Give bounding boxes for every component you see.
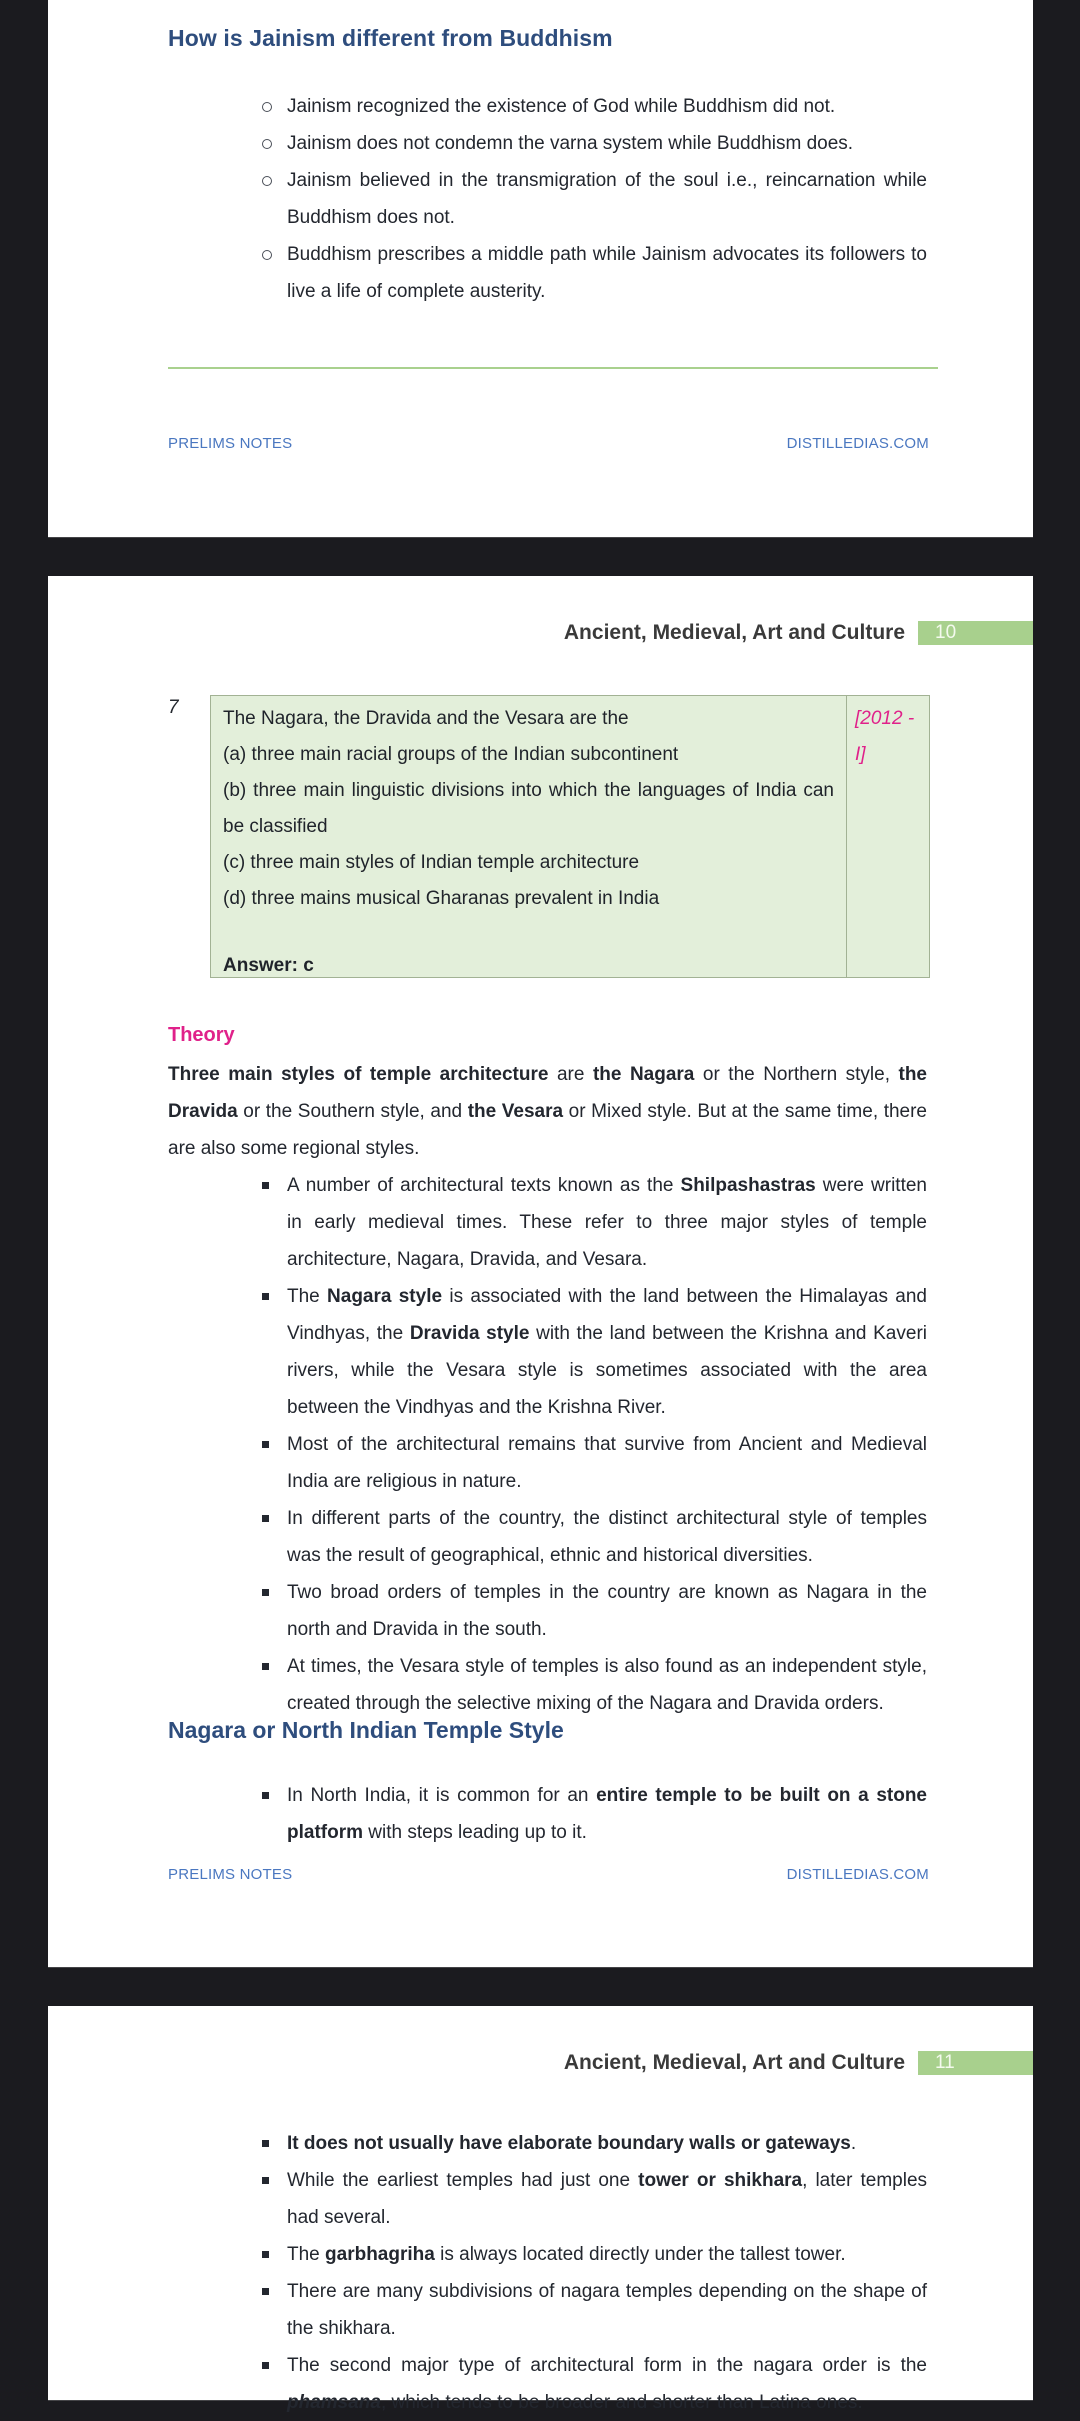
question-cell <box>211 696 847 977</box>
bullet-list <box>168 2125 927 2421</box>
page-number-badge: 11 <box>918 2051 1033 2075</box>
list-item: Two broad orders of temples in the country are known as Nagara in the north and Dravida in the south. <box>168 1574 927 1648</box>
footer-site-label: DISTILLEDIAS.COM <box>786 435 929 452</box>
list-item: Most of the architectural remains that survive from Ancient and Medieval India are religious in nature. <box>168 1426 927 1500</box>
list-item: The Nagara style is associated with the land between the Himalayas and Vindhyas, the Dravida style with the land between the Krishna and Kaveri rivers, while the Vesara style is sometimes associated with the area between the Vindhyas and the Krishna River. <box>168 1278 927 1426</box>
page-footer <box>168 1866 929 1883</box>
document-page-11 <box>48 2006 1033 2413</box>
list-item: In North India, it is common for an entire temple to be built on a stone platform with steps leading up to it. <box>168 1777 927 1851</box>
list-item: The second major type of architectural form in the nagara order is the phamsana, which tends to be broader and shorter than Latina ones. <box>168 2347 927 2421</box>
section-heading: Nagara or North Indian Temple Style <box>168 1717 564 1743</box>
list-item: In different parts of the country, the distinct architectural style of temples was the result of geographical, ethnic and historical diversities. <box>168 1500 927 1574</box>
bullet-list <box>168 1167 927 1722</box>
document-page-10 <box>48 576 1033 1967</box>
theory-intro-paragraph: Three main styles of temple architecture are the Nagara or the Northern style, the Dravida or the Southern style, and the Vesara or Mixed style. But at the same time, there are also some regional styles. <box>168 1064 927 1159</box>
page-header <box>168 2050 1033 2076</box>
list-item: There are many subdivisions of nagara temples depending on the shape of the shikhara. <box>168 2273 927 2347</box>
question-year-tag: [2012 - I] <box>855 708 915 765</box>
section-divider <box>168 367 938 369</box>
document-page-prev <box>48 0 1033 537</box>
list-item: Buddhism prescribes a middle path while Jainism advocates its followers to live a life of complete austerity. <box>168 236 927 310</box>
question-number: 7 <box>168 697 179 718</box>
list-item: The garbhagriha is always located directly under the tallest tower. <box>168 2236 927 2273</box>
question-option-b: (b) three main linguistic divisions into which the languages of India can be classified <box>223 780 834 837</box>
list-item: Jainism believed in the transmigration of the soul i.e., reincarnation while Buddhism does not. <box>168 162 927 236</box>
footer-left-label: PRELIMS NOTES <box>168 1866 293 1883</box>
page-header <box>168 620 1033 646</box>
chapter-title: Ancient, Medieval, Art and Culture <box>563 621 905 644</box>
question-option-c: (c) three main styles of Indian temple architecture <box>223 852 640 873</box>
question-stem: The Nagara, the Dravida and the Vesara are the <box>223 708 629 729</box>
list-item: While the earliest temples had just one tower or shikhara, later temples had several. <box>168 2162 927 2236</box>
bullet-list <box>168 1777 927 1851</box>
footer-left-label: PRELIMS NOTES <box>168 435 293 452</box>
theory-label: Theory <box>168 1024 235 1046</box>
question-answer: Answer: c <box>223 955 314 976</box>
list-item: It does not usually have elaborate boundary walls or gateways. <box>168 2125 927 2162</box>
footer-site-label: DISTILLEDIAS.COM <box>786 1866 929 1883</box>
list-item: Jainism does not condemn the varna system while Buddhism does. <box>168 125 927 162</box>
bullet-list <box>168 88 927 310</box>
chapter-title: Ancient, Medieval, Art and Culture <box>563 2051 905 2074</box>
question-option-a: (a) three main racial groups of the Indian subcontinent <box>223 744 679 765</box>
page-footer <box>168 435 929 452</box>
list-item: A number of architectural texts known as the Shilpashastras were written in early medieval times. These refer to three major styles of temple architecture, Nagara, Dravida, and Vesara. <box>168 1167 927 1278</box>
question-table <box>210 695 930 978</box>
list-item: Jainism recognized the existence of God while Buddhism did not. <box>168 88 927 125</box>
page-number-badge: 10 <box>918 621 1033 645</box>
section-heading: How is Jainism different from Buddhism <box>168 25 613 51</box>
list-item: At times, the Vesara style of temples is also found as an independent style, created through the selective mixing of the Nagara and Dravida orders. <box>168 1648 927 1722</box>
question-option-d: (d) three mains musical Gharanas prevalent in India <box>223 888 660 909</box>
